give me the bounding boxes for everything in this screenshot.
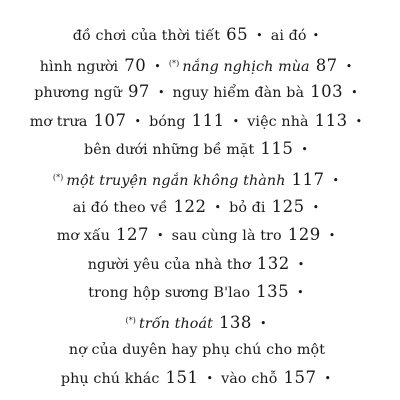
toc-entry-title[interactable] <box>30 114 88 130</box>
page-number: 129 <box>287 225 321 245</box>
toc-entry-text: hình người <box>39 58 119 75</box>
page-number: 115 <box>260 139 294 159</box>
toc-separator: • <box>157 86 165 100</box>
page-number: 70 <box>124 55 147 75</box>
toc-line <box>0 197 400 219</box>
toc-entry-title[interactable] <box>84 142 254 158</box>
toc-entry-title[interactable] <box>73 28 220 44</box>
toc-line <box>0 282 400 304</box>
toc-entry-text: nợ của duyên hay phụ chú cho một <box>68 341 326 358</box>
asterisk-mark: (*) <box>125 316 137 325</box>
page-number: 151 <box>165 368 199 388</box>
toc-entry-title[interactable] <box>88 257 251 273</box>
toc-entry-text: mơ trưa <box>29 113 88 130</box>
toc-entry-text: người yêu của nhà thơ <box>87 256 251 273</box>
toc-separator: • <box>157 229 164 243</box>
toc-line <box>0 82 400 104</box>
toc-line <box>0 340 400 360</box>
toc-separator: • <box>206 372 214 386</box>
toc-entry-title[interactable] <box>221 371 277 387</box>
toc-entry-text: vào chỗ <box>221 371 278 388</box>
toc-separator: • <box>297 286 304 300</box>
page-number: 122 <box>173 196 207 216</box>
toc-separator: • <box>324 372 332 386</box>
toc-line <box>0 139 400 161</box>
toc-separator: • <box>154 59 161 73</box>
toc-line <box>0 54 400 78</box>
toc-entry-title[interactable] <box>247 114 308 130</box>
toc-entry-title[interactable] <box>73 200 168 216</box>
toc-separator: • <box>232 114 240 128</box>
toc-separator: • <box>351 86 358 100</box>
toc-entry-text: bên dưới những bề mặt <box>84 142 255 159</box>
toc-line <box>0 25 400 47</box>
toc-entry-text: nguy hiểm đàn bà <box>172 85 305 102</box>
toc-line <box>0 311 400 335</box>
toc-line <box>0 111 400 133</box>
page-number: 138 <box>218 313 252 332</box>
toc-entry-text: nắng nghịch mùa <box>182 58 310 75</box>
toc-entry-title[interactable] <box>125 316 212 332</box>
toc-separator: • <box>214 200 222 214</box>
toc-entry-text: bỏ đi <box>229 199 266 216</box>
toc-entry-title[interactable] <box>61 371 160 387</box>
toc-separator: • <box>301 143 308 157</box>
toc-entry-title[interactable] <box>57 228 110 244</box>
toc-entry-text: một truyện ngắn không thành <box>66 173 286 189</box>
toc-separator: • <box>256 29 263 42</box>
page-number: 113 <box>314 110 348 130</box>
page-number: 65 <box>226 25 249 44</box>
toc-separator: • <box>312 29 320 42</box>
toc-separator: • <box>332 174 340 187</box>
toc-entry-title[interactable] <box>173 85 305 101</box>
toc-line <box>0 168 400 192</box>
toc-separator: • <box>328 229 336 243</box>
toc-entry-title[interactable] <box>53 173 286 189</box>
toc-separator: • <box>134 114 142 128</box>
page-number: 107 <box>93 110 127 130</box>
toc-entry-title[interactable] <box>69 342 325 358</box>
toc-entry-title[interactable] <box>229 200 266 216</box>
toc-entry-title[interactable] <box>149 114 186 130</box>
toc-entry-text: ai đó theo về <box>72 199 168 216</box>
toc-entry-text: sau cùng là tro <box>171 228 282 245</box>
toc-separator: • <box>297 257 305 271</box>
toc-entry-title[interactable] <box>88 285 250 301</box>
page-number: 111 <box>191 110 225 130</box>
page-number: 157 <box>283 368 317 388</box>
toc-entry-text: trong hộp sương B'lao <box>88 285 251 302</box>
toc-entry-text: phương ngữ <box>34 85 122 102</box>
toc-entry-title[interactable] <box>34 85 122 101</box>
page-number: 125 <box>271 196 305 216</box>
asterisk-mark: (*) <box>168 58 180 68</box>
page-number: 97 <box>127 82 150 102</box>
asterisk-mark: (*) <box>52 173 64 182</box>
toc-entry-text: trốn thoát <box>139 316 213 332</box>
toc-separator: • <box>345 59 353 73</box>
page-number: 132 <box>256 253 290 273</box>
toc-entry-text: đồ chơi của thời tiết <box>72 28 221 44</box>
page-number: 127 <box>116 225 150 245</box>
toc-entry-title[interactable] <box>40 59 119 75</box>
toc-entry-text: ai đó <box>270 28 307 44</box>
toc-line <box>0 368 400 390</box>
toc-entry-text: mơ xấu <box>56 228 111 245</box>
toc-entry-title[interactable] <box>169 59 310 75</box>
toc-entry-text: việc nhà <box>247 113 309 130</box>
page-number: 117 <box>291 170 325 189</box>
toc-entry-title[interactable] <box>271 28 307 44</box>
toc-line <box>0 225 400 247</box>
toc-entry-text: phụ chú khác <box>60 371 160 388</box>
toc-line <box>0 254 400 276</box>
page-number: 135 <box>256 282 290 302</box>
toc-entry-text: bóng <box>149 113 186 130</box>
toc-separator: • <box>355 114 363 128</box>
page-number: 103 <box>310 82 344 102</box>
page-number: 87 <box>315 55 338 75</box>
toc-separator: • <box>312 200 320 214</box>
toc-entry-title[interactable] <box>172 228 282 244</box>
toc-separator: • <box>259 317 267 330</box>
